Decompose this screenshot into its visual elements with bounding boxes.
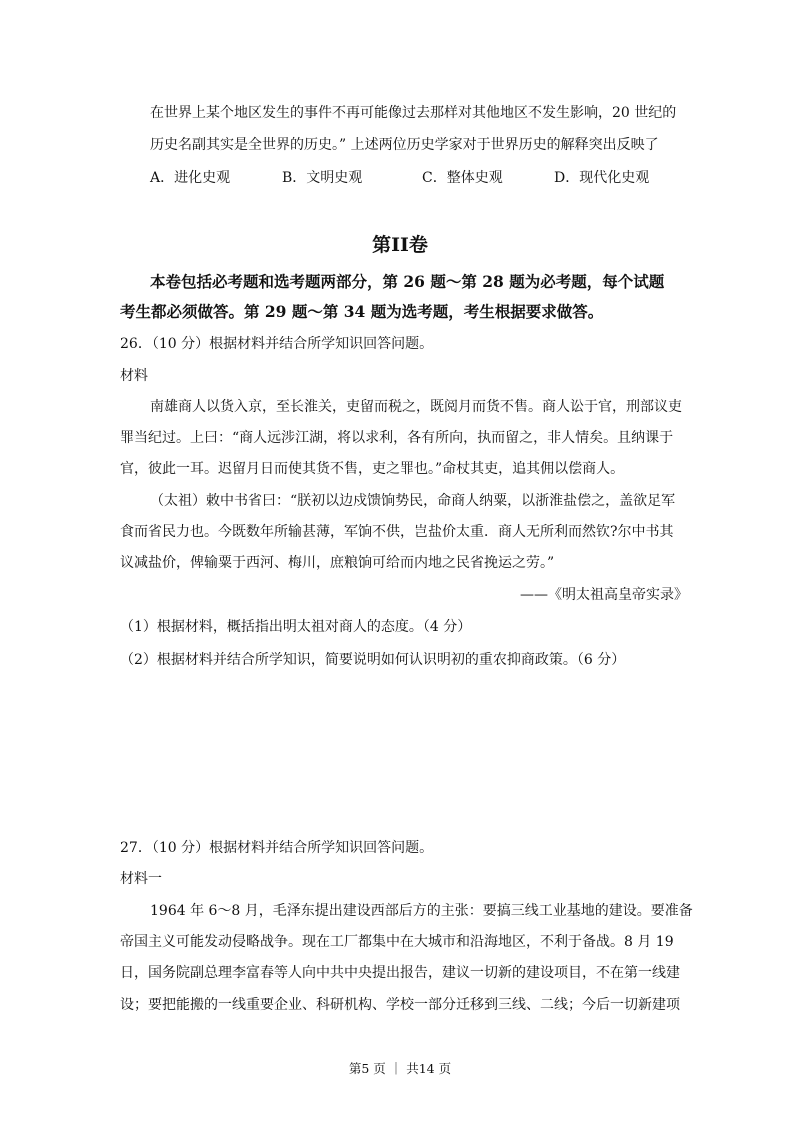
question-26-sub-2: （2）根据材料并结合所学知识，简要说明如何认识明初的重农抑商政策。（6 分） <box>120 652 626 668</box>
intro-line-1: 在世界上某个地区发生的事件不再可能像过去那样对其他地区不发生影响，20 世纪的 <box>150 105 677 121</box>
material-paragraph-2-line-3: 议减盐价，俾输粟于西河、梅川，庶粮饷可给而内地之民省挽运之劳。” <box>120 555 555 571</box>
section-note-line-1: 本卷包括必考题和选考题两部分，第 26 题～第 28 题为必考题，每个试题 <box>150 272 665 291</box>
material-label: 材料 <box>120 368 148 384</box>
material-paragraph-2-line-1: （太祖）敕中书省曰：“朕初以边戍馈饷势民，命商人纳粟，以浙淮盐偿之，盖欲足军 <box>150 493 676 509</box>
material-one-line-2: 帝国主义可能发动侵略战争。现在工厂都集中在大城市和沿海地区，不利于备战。8 月 19 <box>120 934 674 950</box>
material-one-label: 材料一 <box>120 871 162 887</box>
section-title: 第II卷 <box>372 234 428 256</box>
page-footer: 第5 页 ｜ 共14 页 <box>348 1061 452 1076</box>
choice-c[interactable]: C．整体史观 <box>422 170 503 186</box>
question-26-header: 26．（10 分）根据材料并结合所学知识回答问题。 <box>120 336 434 352</box>
material-paragraph-1-line-2: 罪当纪过。上曰：“商人远涉江湖，将以求利，各有所向，执而留之，非人情矣。且纳课于 <box>120 430 674 446</box>
material-paragraph-2-line-2: 食而省民力也。今既数年所输甚薄，军饷不供，岂盐价太重．商人无所利而然钦?尔中书其 <box>120 524 674 540</box>
question-26-sub-1: （1）根据材料，概括指出明太祖对商人的态度。（4 分） <box>120 619 472 635</box>
section-note-line-2: 考生都必须做答。第 29 题～第 34 题为选考题，考生根据要求做答。 <box>120 302 604 321</box>
material-paragraph-1-line-3: 官，彼此一耳。迟留月日而使其货不售，吏之罪也。”命杖其吏，追其佣以偿商人。 <box>120 461 625 477</box>
choice-b[interactable]: B．文明史观 <box>282 170 363 186</box>
material-source: ——《明太祖高皇帝实录》 <box>520 587 688 603</box>
material-one-line-3: 日，国务院副总理李富春等人向中共中央提出报告，建议一切新的建设项目，不在第一线建 <box>120 965 680 981</box>
material-one-line-4: 设；要把能搬的一线重要企业、科研机构、学校一部分迁移到三线、二线；今后一切新建项 <box>120 997 680 1013</box>
material-paragraph-1-line-1: 南雄商人以货入京，至长淮关，吏留而税之，既阅月而货不售。商人讼于官，刑部议吏 <box>150 399 682 415</box>
question-27-header: 27．（10 分）根据材料并结合所学知识回答问题。 <box>120 840 434 856</box>
choice-a[interactable]: A．进化史观 <box>150 170 231 186</box>
choice-d[interactable]: D．现代化史观 <box>554 170 650 186</box>
answer-choices <box>150 167 710 187</box>
intro-line-2: 历史名副其实是全世界的历史。” 上述两位历史学家对于世界历史的解释突出反映了 <box>150 137 659 153</box>
material-one-line-1: 1964 年 6～8 月，毛泽东提出建设西部后方的主张：要搞三线工业基地的建设。要准备 <box>150 903 693 919</box>
